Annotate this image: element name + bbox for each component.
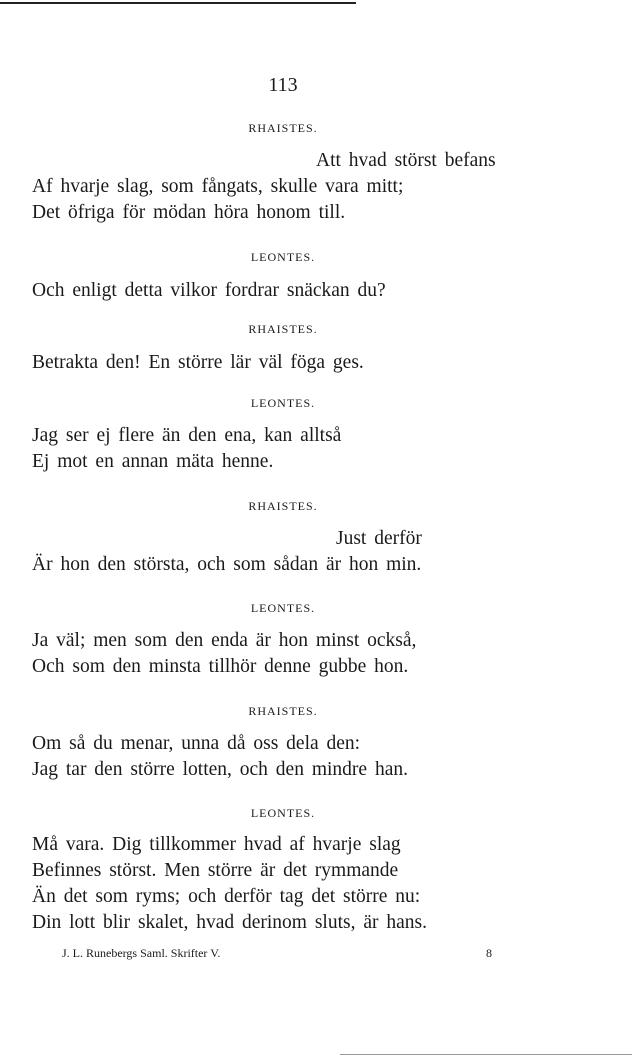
verse-line: Än det som ryms; och derför tag det större nu:	[32, 886, 421, 907]
speaker-name: RHAISTES.	[248, 499, 318, 513]
speaker-name: RHAISTES.	[248, 121, 318, 135]
top-rule	[0, 2, 356, 4]
verse-line: Ja väl; men som den enda är hon minst också,	[32, 630, 417, 651]
speaker-name: LEONTES.	[250, 396, 316, 410]
bottom-rule	[340, 1054, 632, 1055]
verse-line: Och som den minsta tillhör denne gubbe hon.	[32, 656, 409, 677]
verse-line: Jag ser ej flere än den ena, kan alltså	[32, 425, 342, 446]
verse-line: Det öfriga för mödan höra honom till.	[32, 202, 346, 223]
speaker-name: LEONTES.	[250, 601, 316, 615]
verse-line: Om så du menar, unna då oss dela den:	[32, 733, 361, 754]
verse-line: Må vara. Dig tillkommer hvad af hvarje slag	[32, 834, 401, 855]
verse-line: Befinnes störst. Men större är det rymmande	[32, 860, 399, 881]
verse-line: Och enligt detta vilkor fordrar snäckan du?	[32, 280, 386, 301]
footer-signature: J. L. Runebergs Saml. Skrifter V.	[62, 946, 221, 960]
verse-line: Din lott blir skalet, hvad derinom sluts, är hans.	[32, 912, 427, 933]
verse-line: Att hvad störst befans	[316, 150, 496, 171]
speaker-name: RHAISTES.	[248, 704, 318, 718]
verse-line: Just derför	[336, 528, 422, 549]
footer-sheet-number: 8	[486, 946, 492, 960]
page-number: 113	[268, 74, 298, 96]
verse-line: Af hvarje slag, som fångats, skulle vara mitt;	[32, 176, 404, 197]
speaker-name: LEONTES.	[250, 806, 316, 820]
speaker-name: RHAISTES.	[248, 322, 318, 336]
verse-line: Är hon den största, och som sådan är hon min.	[32, 554, 422, 575]
speaker-name: LEONTES.	[250, 250, 316, 264]
verse-line: Ej mot en annan mäta henne.	[32, 451, 274, 472]
verse-line: Betrakta den! En större lär väl föga ges.	[32, 352, 364, 373]
verse-line: Jag tar den större lotten, och den mindre han.	[32, 759, 408, 780]
